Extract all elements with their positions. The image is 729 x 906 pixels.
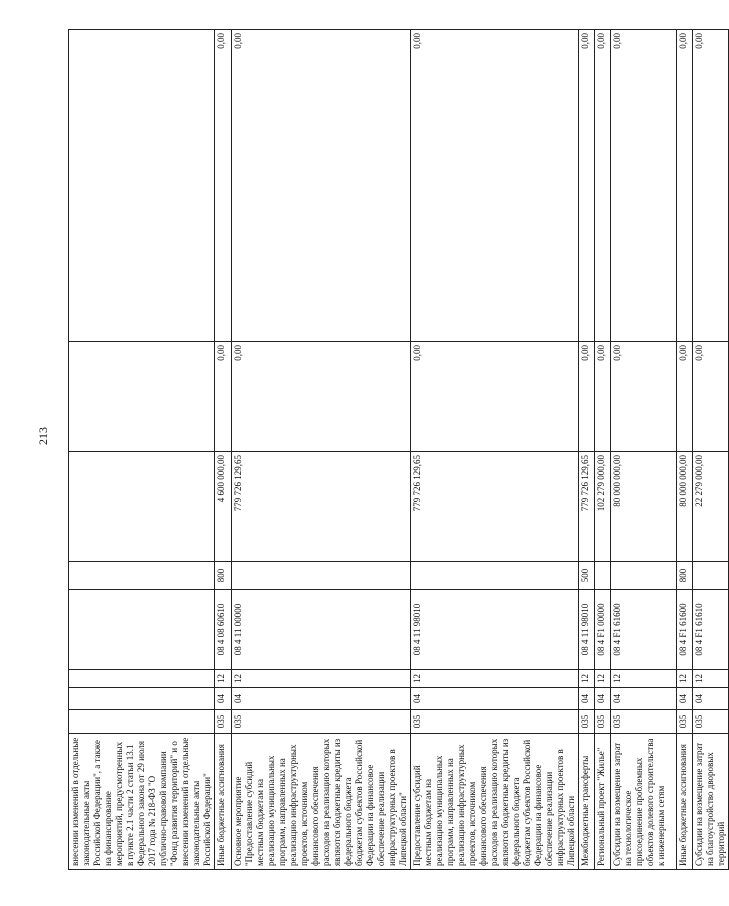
cell-ministry: 035 [595,710,611,734]
cell-expense-type: 500 [579,562,595,590]
cell-section: 04 [232,688,411,710]
cell-amount-1: 779 726 129,65 [579,452,595,562]
cell-target-article: 08 4 F1 61610 [693,590,729,670]
row-name: внесении изменений в отдельные законодательные акты Российской Федерации", а также на финансирование мероприятий, предусмотренных в пункте 2.1 части 2 статьи 13.1 Федерального закона от 29 июля 2017 года № 218-ФЗ "О публично-правовой компании "Фонд развития территорий" и о внесении изменений в отдельные законодательные акты Российской Федерации" [69,734,215,870]
cell-section [69,688,215,710]
cell-section: 04 [611,688,677,710]
row-name: Межбюджетные трансферты [579,734,595,870]
cell-amount-2: 0,00 [611,342,677,452]
cell-subsection: 12 [579,670,595,688]
cell-amount-1: 22 279 000,00 [693,452,729,562]
cell-ministry: 035 [411,710,579,734]
cell-target-article: 08 4 F1 00000 [595,590,611,670]
cell-amount-2: 0,00 [677,342,693,452]
cell-subsection [69,670,215,688]
cell-amount-1 [69,452,215,562]
table-row [611,30,677,870]
cell-subsection: 12 [677,670,693,688]
cell-subsection: 12 [595,670,611,688]
cell-subsection: 12 [693,670,729,688]
cell-section: 04 [579,688,595,710]
row-name: Основное мероприятие "Предоставление субсидий местным бюджетам на реализацию муниципальных программ, направленных на реализацию инфраструктурных проектов, источником финансового обеспечения расходов на реализацию которых являются бюджетные кредиты из федерального бюджета бюджетам субъектов Российской Федерации на финансовое обеспечение реализации инфраструктурных проектов в Липецкой области" [232,734,411,870]
cell-amount-3: 0,00 [677,30,693,342]
cell-expense-type [611,562,677,590]
table-row [693,30,729,870]
cell-amount-3: 0,00 [693,30,729,342]
cell-target-article: 08 4 11 98010 [579,590,595,670]
cell-target-article [69,590,215,670]
cell-subsection: 12 [611,670,677,688]
table-row [215,30,232,870]
cell-amount-3: 0,00 [215,30,232,342]
table-row [595,30,611,870]
cell-amount-3: 0,00 [595,30,611,342]
cell-amount-3: 0,00 [232,30,411,342]
cell-subsection: 12 [215,670,232,688]
cell-amount-2: 0,00 [595,342,611,452]
cell-amount-2: 0,00 [411,342,579,452]
cell-amount-2 [69,342,215,452]
cell-subsection: 12 [411,670,579,688]
row-name: Субсидии на возмещение затрат на технологическое присоединение проблемных объектов долевого строительства к инженерным сетям [611,734,677,870]
budget-table-container [68,30,726,870]
cell-amount-1: 4 600 000,00 [215,452,232,562]
cell-ministry: 035 [232,710,411,734]
cell-amount-2: 0,00 [232,342,411,452]
cell-ministry: 035 [677,710,693,734]
cell-section: 04 [411,688,579,710]
cell-expense-type: 800 [215,562,232,590]
cell-amount-2: 0,00 [215,342,232,452]
table-row [579,30,595,870]
cell-amount-2: 0,00 [579,342,595,452]
cell-ministry: 035 [579,710,595,734]
cell-section: 04 [215,688,232,710]
cell-expense-type [232,562,411,590]
cell-target-article: 08 4 11 00000 [232,590,411,670]
cell-amount-3: 0,00 [579,30,595,342]
cell-subsection: 12 [232,670,411,688]
cell-expense-type [595,562,611,590]
table-row [232,30,411,870]
page-number: 213 [36,427,50,445]
cell-expense-type: 800 [677,562,693,590]
row-name: Субсидии на возмещение затрат на благоустройство дворовых территорий [693,734,729,870]
cell-ministry: 035 [215,710,232,734]
cell-section: 04 [693,688,729,710]
cell-section: 04 [595,688,611,710]
row-name: Региональный проект "Жилье" [595,734,611,870]
cell-amount-3 [69,30,215,342]
cell-amount-3: 0,00 [411,30,579,342]
cell-amount-1: 779 726 129,65 [411,452,579,562]
cell-expense-type [69,562,215,590]
cell-target-article: 08 4 F1 61600 [677,590,693,670]
cell-target-article: 08 4 F1 61600 [611,590,677,670]
cell-amount-1: 102 279 000,00 [595,452,611,562]
cell-amount-1: 779 726 129,65 [232,452,411,562]
table-row [69,30,215,870]
table-row [677,30,693,870]
cell-amount-1: 80 000 000,00 [611,452,677,562]
row-name: Предоставление субсидий местным бюджетам на реализацию муниципальных программ, направленных на реализацию инфраструктурных проектов, источником финансового обеспечения расходов на реализацию которых являются бюджетные кредиты из федерального бюджета бюджетам субъектов Российской Федерации на финансовое обеспечение реализации инфраструктурных проектов в Липецкой области [411,734,579,870]
cell-ministry: 035 [693,710,729,734]
budget-table [68,29,729,870]
cell-target-article: 08 4 11 98010 [411,590,579,670]
cell-ministry [69,710,215,734]
cell-expense-type [411,562,579,590]
cell-amount-2: 0,00 [693,342,729,452]
cell-section: 04 [677,688,693,710]
cell-amount-1: 80 000 000,00 [677,452,693,562]
cell-amount-3: 0,00 [611,30,677,342]
table-row [411,30,579,870]
cell-ministry: 035 [611,710,677,734]
budget-table-body [69,30,729,870]
cell-expense-type [693,562,729,590]
cell-target-article: 08 4 08 60610 [215,590,232,670]
row-name: Иные бюджетные ассигнования [215,734,232,870]
row-name: Иные бюджетные ассигнования [677,734,693,870]
